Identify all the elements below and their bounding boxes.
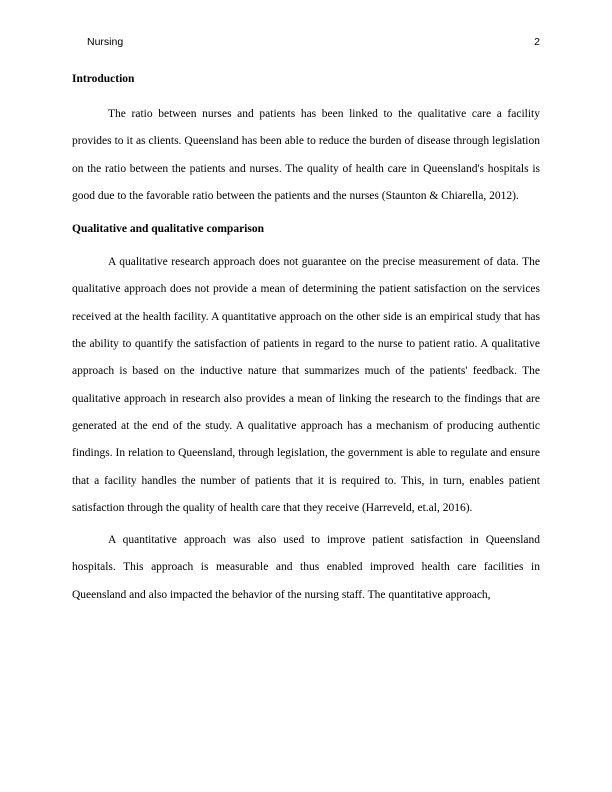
- running-head: Nursing: [87, 36, 124, 48]
- paragraph-comparison-1: A qualitative research approach does not guarantee on the precise measurement of data. The qualitative approach does not provide a mean of determining the patient satisfaction on the services received at the health facility. A quantitative approach on the other side is an empirical study that has the ability to quantify the satisfaction of patients in regard to the nurse to patient ratio. A qualitative approach is based on the inductive nature that summarizes much of the patients' feedback. The qualitative approach in research also provides a mean of linking the research to the findings that are generated at the end of the study. A qualitative approach has a mechanism of producing authentic findings. In relation to Queensland, through legislation, the government is able to regulate and ensure that a facility handles the number of patients that it is required to. This, in turn, enables patient satisfaction through the quality of health care that they receive (Harreveld, et.al, 2016).: [72, 256, 540, 514]
- document-body: [72, 66, 540, 609]
- heading-comparison: Qualitative and qualitative comparison: [72, 223, 264, 236]
- paragraph-introduction: The ratio between nurses and patients has been linked to the qualitative care a facility provides to it as clients. Queensland has been able to reduce the burden of disease through legislation on the ratio between the patients and nurses. The quality of health care in Queensland's hospitals is good due to the favorable ratio between the patients and the nurses (Staunton & Chiarella, 2012).: [72, 108, 540, 202]
- heading-introduction: Introduction: [72, 73, 135, 85]
- page-number: 2: [534, 36, 540, 48]
- paragraph-comparison-2: A quantitative approach was also used to improve patient satisfaction in Queensland hospitals. This approach is measurable and thus enabled improved health care facilities in Queensland and also impacted the behavior of the nursing staff. The quantitative approach,: [72, 534, 540, 601]
